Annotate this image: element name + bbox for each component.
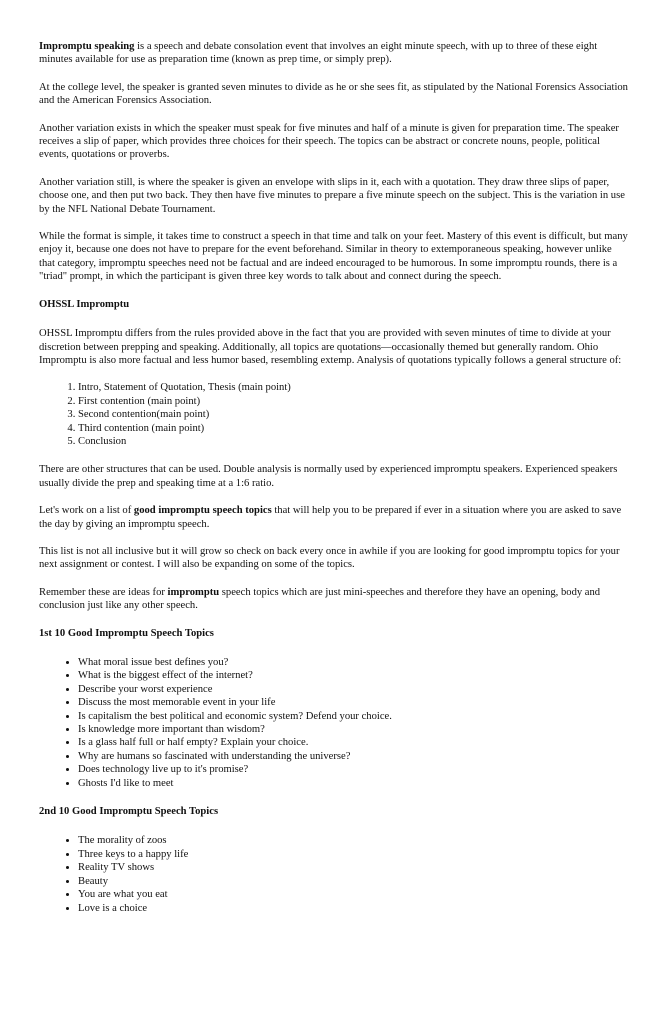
first-topics-list (39, 656, 629, 790)
ohssl-heading: OHSSL Impromptu (39, 298, 130, 310)
ohssl-paragraph: OHSSL Impromptu differs from the rules provided above in the fact that you are provided with seven minutes of time to divide at your discretion between prepping and speaking. Additionally, all topics are quotations—occasionally themed but generally random. Ohio Impromptu is also more factual and less humor based, resembling extemp. Analysis of quotations typically follows a general structure of: (39, 328, 622, 366)
topics-intro-paragraph (39, 504, 629, 531)
list-item: • The morality of zoos (78, 834, 629, 847)
second-topics-list (39, 834, 629, 914)
list-item: 1. Intro, Statement of Quotation, Thesis (main point) (78, 381, 629, 394)
list-item: • Is capitalism the best political and economic system? Defend your choice. (78, 710, 629, 723)
list-item: • Reality TV shows (78, 861, 629, 874)
list-item: • Is a glass half full or half empty? Explain your choice. (78, 736, 629, 749)
list-item: 3. Second contention(main point) (78, 408, 629, 421)
list-item: • Describe your worst experience (78, 683, 629, 696)
list-item: • What is the biggest effect of the internet? (78, 669, 629, 682)
variation-paragraph: Another variation exists in which the speaker must speak for five minutes and half of a minute is given for preparation time. The speaker receives a slip of paper, which provides three choices for their speech. The topics can be abstract or concrete nouns, people, political events, quotations or proverbs. (39, 122, 619, 161)
list-item: 4. Third contention (main point) (78, 422, 629, 435)
list-item: • What moral issue best defines you? (78, 656, 629, 669)
format-paragraph: While the format is simple, it takes time to construct a speech in that time and talk on your feet. Mastery of this event is difficult, but many enjoy it, because one does not have to prepare for the event beforehand. Similar in theory to extemporaneous speaking, however unlike that category, impromptu speeches need not be factual and are indeed encouraged to be humorous. In some impromptu rounds, there is a "triad" prompt, in which the participant is given three key words to talk about and connect during the speech. (39, 231, 628, 283)
list-item: • Discuss the most memorable event in your life (78, 696, 629, 709)
text-span: Remember these are ideas for (39, 586, 168, 598)
list-item: 2. First contention (main point) (78, 395, 629, 408)
structures-paragraph: There are other structures that can be used. Double analysis is normally used by experienced impromptu speakers. Experienced speakers usually divide the prep and speaking time at a 1:6 ratio. (39, 464, 618, 489)
inclusive-paragraph: This list is not all inclusive but it will grow so check on back every once in awhile if you are looking for good impromptu topics for your next assignment or contest. I will also be expanding on some of the topics. (39, 545, 620, 571)
list-item: • Ghosts I'd like to meet (78, 777, 629, 790)
first-topics-heading: 1st 10 Good Impromptu Speech Topics (39, 627, 214, 639)
list-item: • Why are humans so fascinated with understanding the universe? (78, 750, 629, 763)
second-topics-heading: 2nd 10 Good Impromptu Speech Topics (39, 806, 219, 818)
list-item: • Does technology live up to it's promise? (78, 763, 629, 776)
list-item: • Love is a choice (78, 902, 629, 915)
impromptu-bold: impromptu (167, 586, 220, 598)
college-paragraph: At the college level, the speaker is granted seven minutes to divide as he or she sees fit, as stipulated by the National Forensics Association and the American Forensics Association. (39, 81, 628, 107)
intro-paragraph (39, 40, 629, 67)
list-item: • You are what you eat (78, 888, 629, 901)
remember-paragraph (39, 586, 629, 613)
list-item: • Three keys to a happy life (78, 848, 629, 861)
variation-still-paragraph: Another variation still, is where the speaker is given an envelope with slips in it, each with a quotation. They draw three slips of paper, choose one, and then put two back. They then have five minutes to prepare a five minute speech on the subject. This is the variation in use by the NFL National Debate Tournament. (39, 176, 625, 215)
term-bold: Impromptu speaking (39, 41, 135, 52)
intro-text: is a speech and debate consolation event that involves an eight minute speech, with up to three of these eight minutes available for use as preparation time (known as prep time, or simply prep). (39, 41, 598, 66)
document-page (39, 40, 629, 930)
list-item: • Is knowledge more important than wisdom? (78, 723, 629, 736)
topics-bold: good impromptu speech topics (133, 505, 272, 517)
text-span: that will help you to be prepared if ever in a situation where you are asked to save the day by giving an impromptu speech. (39, 505, 622, 530)
text-span: Let's work on a list of (39, 505, 134, 517)
text-span: speech topics which are just mini-speeches and therefore they have an opening, body and conclusion just like any other speech. (39, 586, 601, 612)
list-item: • Beauty (78, 875, 629, 888)
list-item: 5. Conclusion (78, 435, 629, 448)
structure-list (39, 381, 629, 448)
